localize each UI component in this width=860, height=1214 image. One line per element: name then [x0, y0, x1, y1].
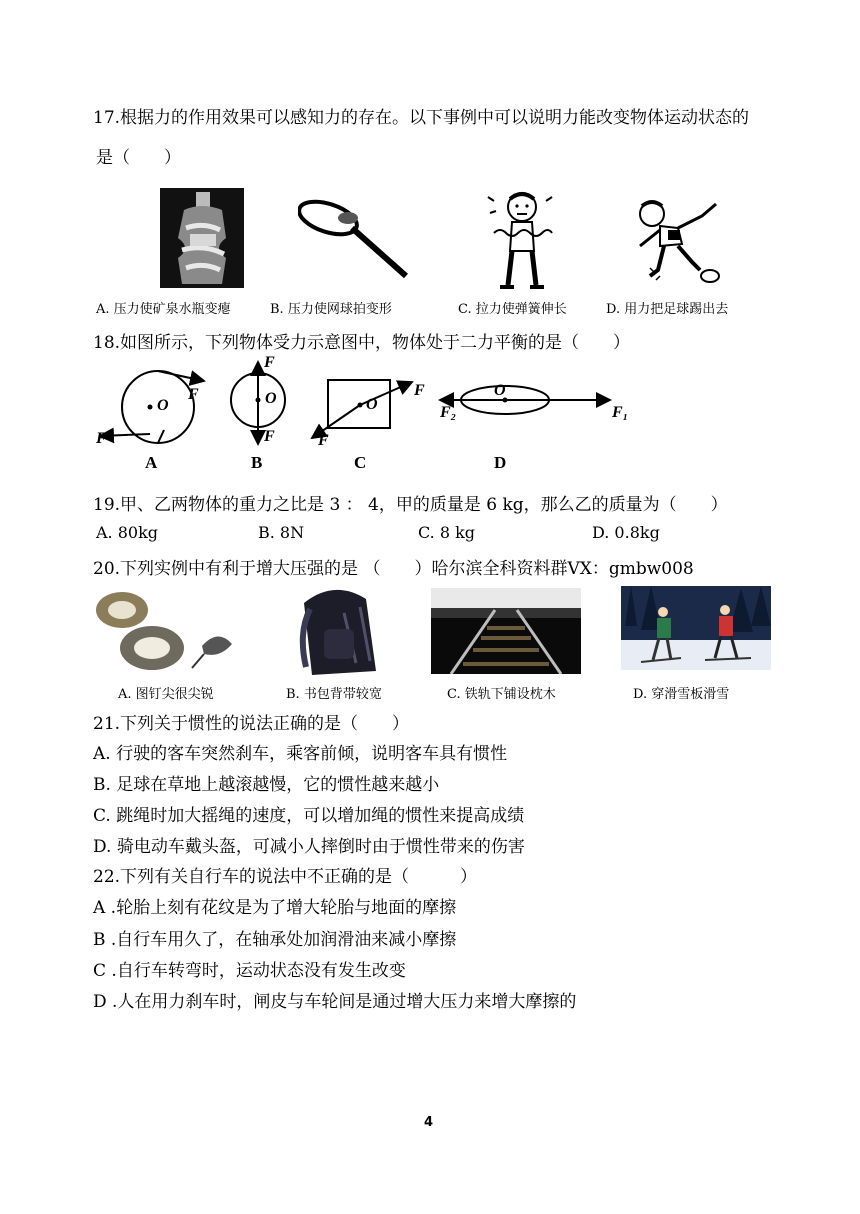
q17-caption-c: C. 拉力使弹簧伸长 — [458, 302, 567, 317]
q19-option-d: D. 0.8kg — [592, 523, 660, 542]
bottle-image — [160, 188, 244, 288]
q19-option-b: B. 8N — [258, 523, 305, 542]
panel-label-d: D — [494, 453, 507, 472]
center-label: O — [157, 397, 169, 414]
q20-stem: 20.下列实例中有利于增大压强的是 （ ）哈尔滨全科资料群VX：gmbw008 — [93, 559, 694, 579]
q22-option-c: C .自行车转弯时，运动状态没有发生改变 — [93, 961, 406, 981]
force-label: F — [96, 430, 107, 447]
panel-label-c: C — [354, 453, 367, 472]
diagram-a — [100, 371, 204, 443]
q22-option-b: B .自行车用久了，在轴承处加润滑油来减小摩擦 — [93, 930, 457, 950]
q21-option-b: B. 足球在草地上越滚越慢，它的惯性越来越小 — [93, 775, 440, 795]
q19-option-a: A. 80kg — [96, 523, 159, 542]
q21-stem: 21.下列关于惯性的说法正确的是（ ） — [93, 714, 410, 734]
q18-stem: 18.如图所示，下列物体受力示意图中，物体处于二力平衡的是（ ） — [93, 333, 631, 353]
ski-image — [621, 586, 771, 670]
f1-label: F₁ — [612, 404, 629, 421]
force-diagrams-svg — [90, 352, 680, 474]
f2-label: F₂ — [440, 404, 457, 421]
q20-caption-b: B. 书包背带较宽 — [286, 687, 382, 702]
center-label: O — [366, 396, 378, 413]
q21-option-d: D. 骑电动车戴头盔，可减小人摔倒时由于惯性带来的伤害 — [93, 837, 525, 857]
q22-option-a: A .轮胎上刻有花纹是为了增大轮胎与地面的摩擦 — [93, 898, 457, 918]
backpack-image — [284, 583, 390, 678]
force-label: F — [414, 382, 425, 399]
q17-caption-a: A. 压力使矿泉水瓶变瘪 — [96, 302, 231, 317]
q17-caption-d: D. 用力把足球踢出去 — [606, 302, 729, 317]
diagram-d — [440, 386, 610, 414]
q17-line2: 是（ ） — [96, 148, 181, 168]
center-label: O — [494, 382, 506, 399]
q20-caption-d: D. 穿滑雪板滑雪 — [633, 687, 730, 702]
force-diagrams — [90, 352, 680, 474]
q21-option-a: A. 行驶的客车突然刹车，乘客前倾，说明客车具有惯性 — [93, 744, 508, 764]
force-label: F — [188, 386, 199, 403]
q17-line1: 17.根据力的作用效果可以感知力的存在。以下事例中可以说明力能改变物体运动状态的 — [93, 108, 750, 128]
diagram-c — [312, 380, 412, 438]
force-label: F — [318, 432, 329, 449]
force-label: F — [264, 428, 275, 445]
page-number: 4 — [424, 1115, 434, 1130]
q19-option-c: C. 8 kg — [418, 523, 476, 542]
q21-option-c: C. 跳绳时加大摇绳的速度，可以增加绳的惯性来提高成绩 — [93, 806, 525, 826]
pushpin-image — [92, 588, 242, 674]
q20-caption-c: C. 铁轨下铺设枕木 — [447, 687, 556, 702]
football-image — [630, 196, 722, 284]
q22-stem: 22.下列有关自行车的说法中不正确的是（ ） — [93, 867, 478, 887]
racket-image — [298, 196, 410, 280]
panel-label-a: A — [145, 453, 158, 472]
rail-image — [431, 588, 581, 674]
q22-option-d: D .人在用力刹车时，闸皮与车轮间是通过增大压力来增大摩擦的 — [93, 992, 577, 1012]
spring-image — [486, 189, 558, 291]
panel-label-b: B — [251, 453, 263, 472]
q17-caption-b: B. 压力使网球拍变形 — [270, 302, 392, 317]
q20-caption-a: A. 图钉尖很尖锐 — [118, 687, 214, 702]
q19-stem: 19.甲、乙两物体的重力之比是 3 ： 4，甲的质量是 6 kg，那么乙的质量为（ ） — [93, 495, 728, 515]
center-label: O — [265, 390, 277, 407]
force-label: F — [264, 354, 275, 371]
